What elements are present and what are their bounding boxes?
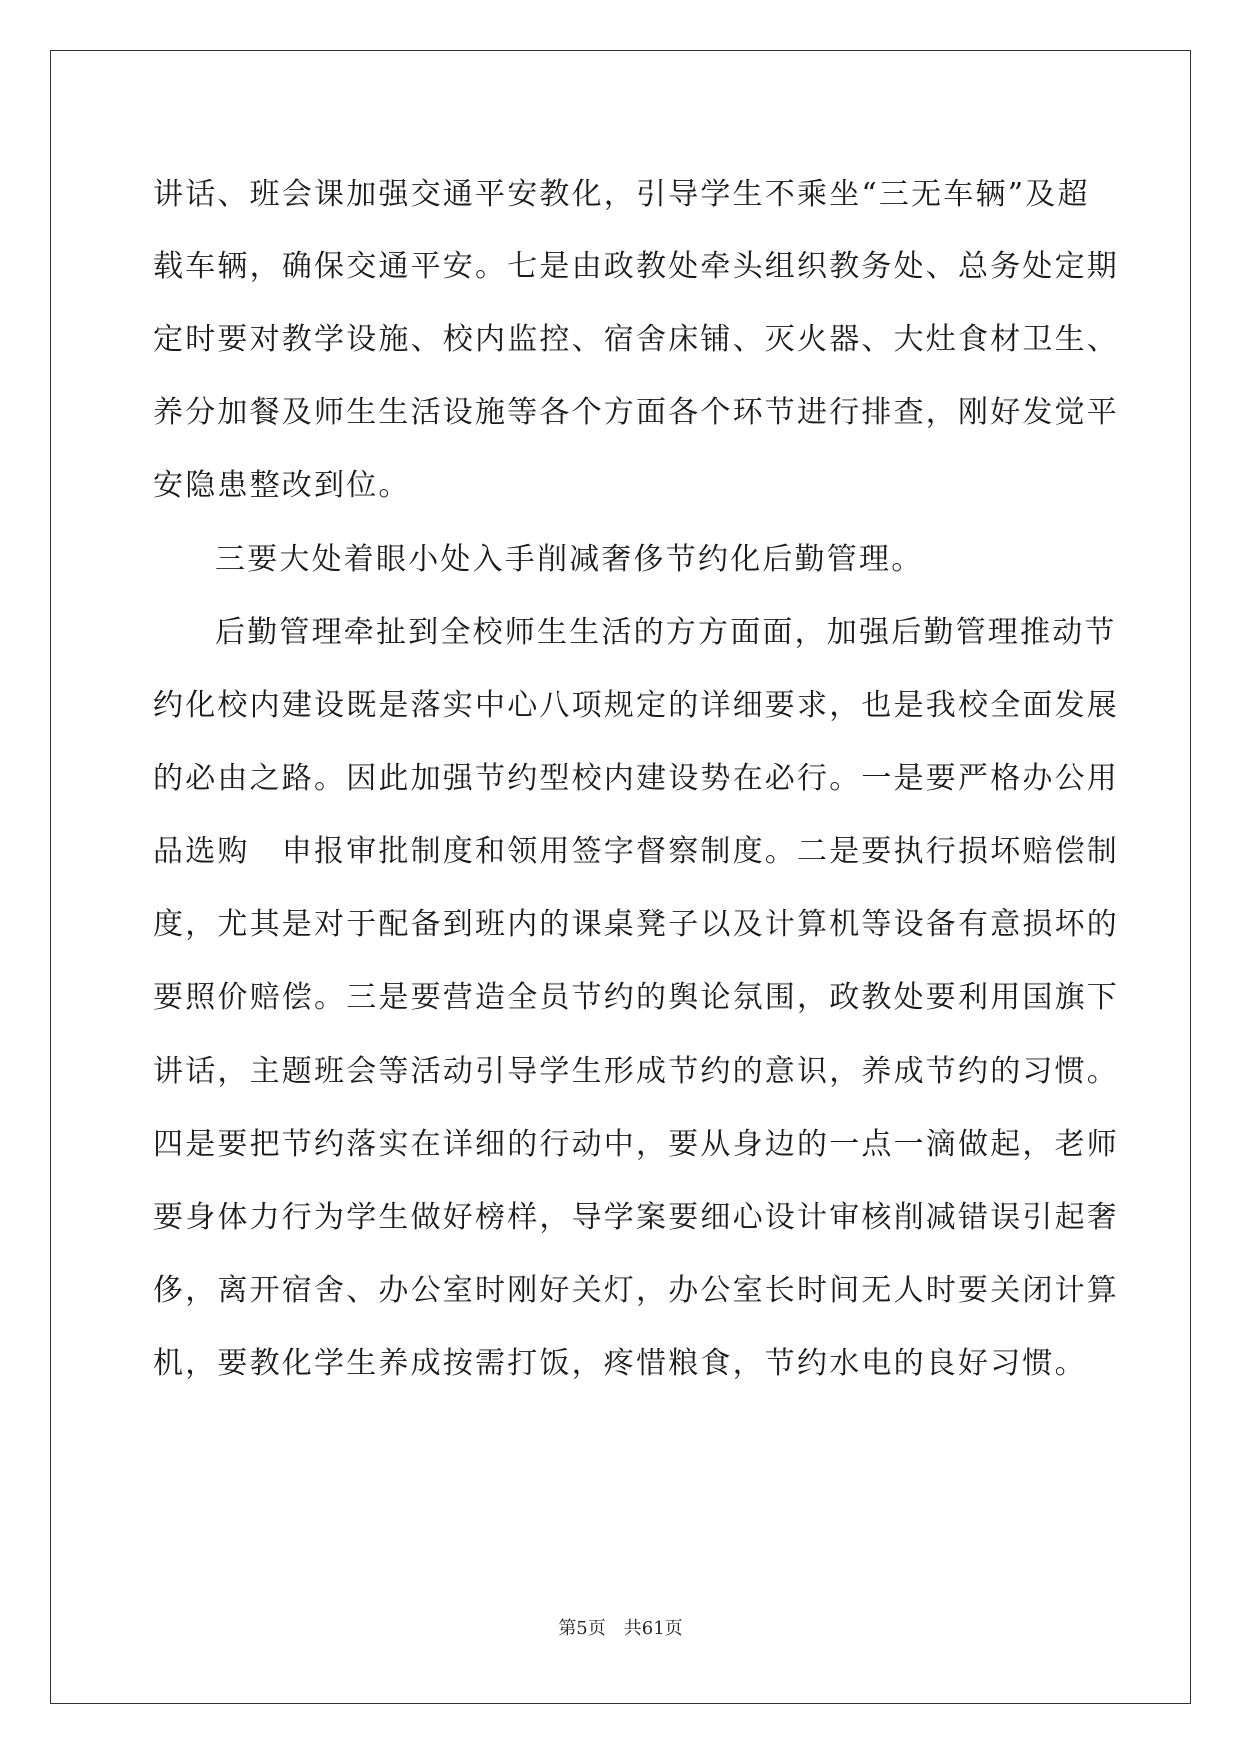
body-line-1: 讲话、班会课加强交通平安教化，引导学生不乘坐“三无车辆”及超 <box>153 177 1090 212</box>
body-line-16: 侈，离开宿舍、办公室时刚好关灯，办公室长时间无人时要关闭计算 <box>153 1273 1119 1308</box>
page-footer <box>0 1617 1241 1641</box>
body-line-17: 机，要教化学生养成按需打饭，疼惜粮食，节约水电的良好习惯。 <box>153 1346 1087 1381</box>
body-line-12: 要照价赔偿。三是要营造全员节约的舆论氛围，政教处要利用国旗下 <box>153 980 1119 1015</box>
paragraph-start-line: 后勤管理牵扯到全校师生生活的方方面面，加强后勤管理推动节 <box>215 615 1117 650</box>
section-heading: 三要大处着眼小处入手削减奢侈节约化后勤管理。 <box>215 542 924 577</box>
body-line-2: 载车辆，确保交通平安。七是由政教处牵头组织教务处、总务处定期 <box>153 249 1119 284</box>
page-number: 第5页 共61页 <box>558 1618 683 1639</box>
body-line-10: 品选购 申报审批制度和领用签字督察制度。二是要执行损坏赔偿制 <box>153 834 1119 869</box>
body-line-14: 四是要把节约落实在详细的行动中，要从身边的一点一滴做起，老师 <box>153 1127 1119 1162</box>
body-line-5: 安隐患整改到位。 <box>153 468 411 503</box>
body-line-8: 约化校内建设既是落实中心八项规定的详细要求，也是我校全面发展 <box>153 688 1119 723</box>
body-line-4: 养分加餐及师生生活设施等各个方面各个环节进行排查，刚好发觉平 <box>153 395 1119 430</box>
body-line-9: 的必由之路。因此加强节约型校内建设势在必行。一是要严格办公用 <box>153 761 1119 796</box>
page-border <box>50 50 1191 1704</box>
body-line-15: 要身体力行为学生做好榜样，导学案要细心设计审核削减错误引起奢 <box>153 1200 1119 1235</box>
body-line-11: 度，尤其是对于配备到班内的课桌凳子以及计算机等设备有意损坏的 <box>153 907 1119 942</box>
body-line-3: 定时要对教学设施、校内监控、宿舍床铺、灭火器、大灶食材卫生、 <box>153 322 1119 357</box>
body-line-13: 讲话，主题班会等活动引导学生形成节约的意识，养成节约的习惯。 <box>153 1054 1119 1089</box>
